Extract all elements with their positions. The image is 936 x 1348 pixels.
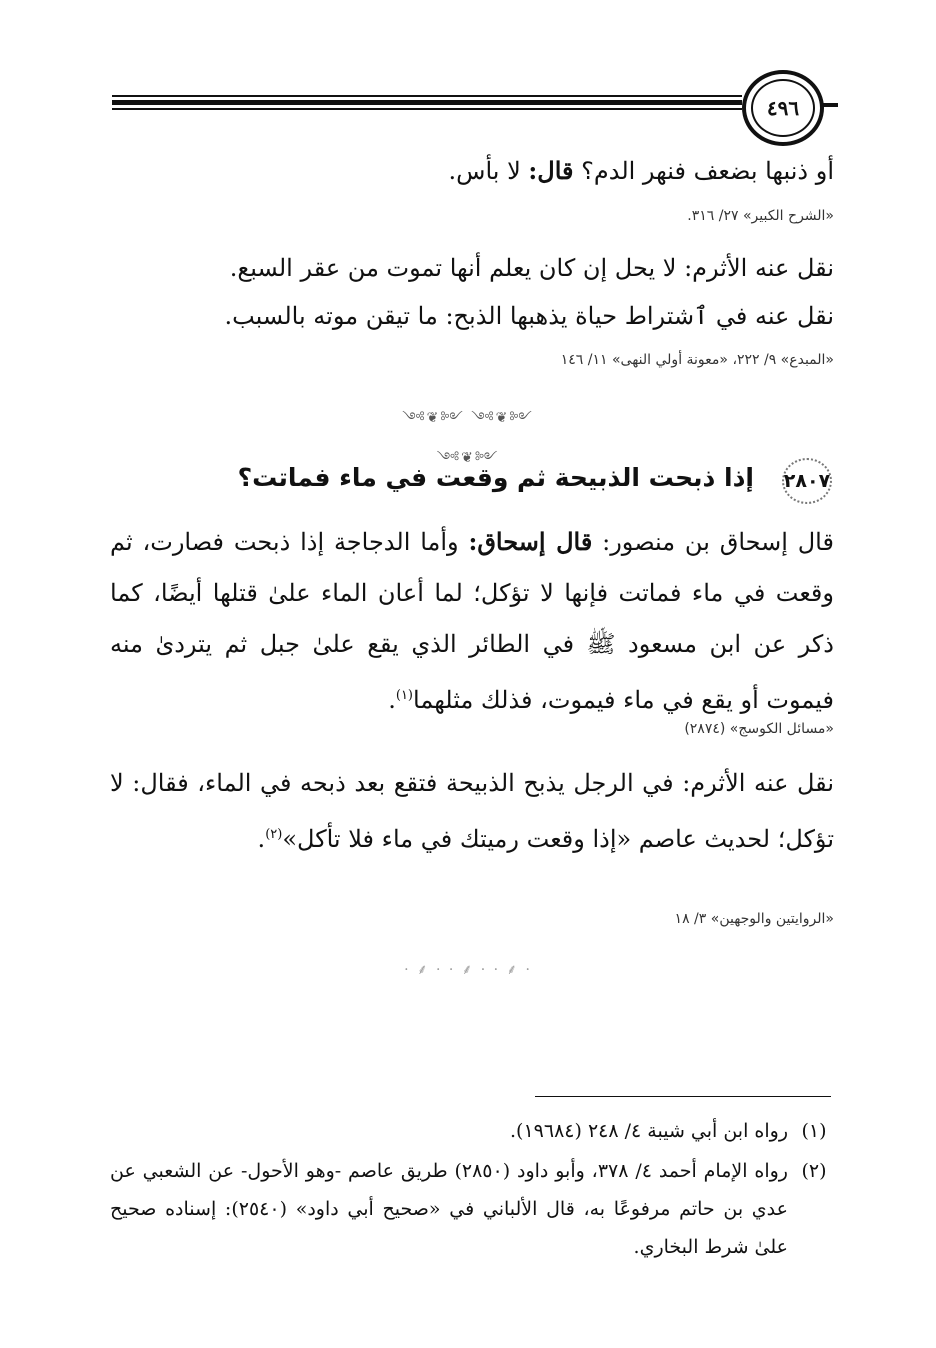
footnote-1 (110, 1112, 834, 1150)
divider-ornament-2: · ⸙ · · ⸙ · · ⸙ · (404, 962, 532, 978)
intro-line (114, 156, 834, 185)
footnote-2-text: رواه الإمام أحمد ٤/ ٣٧٨، وأبو داود (٢٨٥٠) طريق عاصم -وهو الأحول- عن الشعبي عن عدي بن حاتم مرفوعًا به، قال الألباني في «صحيح أبي داود» (٢٥٤٠): إسناده صحيح علىٰ شرط البخاري. (110, 1160, 788, 1258)
athram2-text: نقل عنه الأثرم: في الرجل يذبح الذبيحة فتقع بعد ذبحه في الماء، فقال: لا تؤكل؛ لحديث عاصم «إذا وقعت رميتك في ماء فلا تأكل» (110, 769, 834, 853)
ishaq-end: . (388, 686, 396, 714)
athram2-source: «الروايتين والوجهين» ٣/ ١٨ (674, 911, 834, 927)
section-number: ٢٨٠٧ (776, 456, 838, 506)
intro-source: «الشرح الكبير» ٢٧/ ٣١٦. (687, 208, 834, 224)
section-title: إذا ذبحت الذبيحة ثم وقعت في ماء فماتت؟ (237, 463, 754, 492)
footnote-2 (110, 1152, 834, 1266)
page-number: ٤٩٦ (742, 70, 824, 146)
athram2-end: . (257, 825, 266, 853)
athram-line-2: نقل عنه في ٱشتراط حياة يذهبها الذبح: ما تيقن موته بالسبب. (224, 302, 834, 330)
footnote-1-number: (١) (801, 1120, 827, 1142)
footnote-rule (535, 1096, 831, 1097)
footnote-ref-2[interactable]: (٢) (265, 827, 283, 842)
divider-ornament: ༺❦༻ ༺❦༻ ༺❦༻ (402, 410, 534, 466)
intro-question: أو ذنبها بضعف فنهر الدم؟ (581, 157, 834, 185)
ishaq-lead: قال إسحاق بن منصور: (602, 528, 834, 556)
ishaq-source: «مسائل الكوسج» (٢٨٧٤) (684, 721, 834, 737)
athram-line-1: نقل عنه الأثرم: لا يحل إن كان يعلم أنها تموت من عقر السبع. (229, 254, 834, 282)
athram-source: «المبدع» ٩/ ٢٢٢، «معونة أولي النهى» ١١/ ١٤٦ (560, 352, 834, 368)
footnote-2-number: (٢) (801, 1160, 827, 1182)
intro-qal: قال: (528, 156, 574, 185)
footnote-ref-1[interactable]: (١) (395, 688, 413, 703)
ishaq-qal: قال إسحاق: (468, 527, 593, 556)
intro-answer: لا بأس. (448, 157, 521, 185)
athram2-paragraph (110, 757, 834, 865)
ishaq-paragraph (110, 516, 834, 726)
header-rule (112, 95, 742, 110)
footnote-1-text: رواه ابن أبي شيبة ٤/ ٢٤٨ (١٩٦٨٤). (510, 1120, 788, 1142)
ishaq-text: وأما الدجاجة إذا ذبحت فصارت، ثم وقعت في ماء فماتت فإنها لا تؤكل؛ لما أعان الماء علىٰ قتلها أيضًا، كما ذكر عن ابن مسعود ﷺ في الطائر الذي يقع علىٰ جبل ثم يتردىٰ منه فيموت أو يقع في ماء فيموت، فذلك مثلهما (110, 528, 834, 714)
